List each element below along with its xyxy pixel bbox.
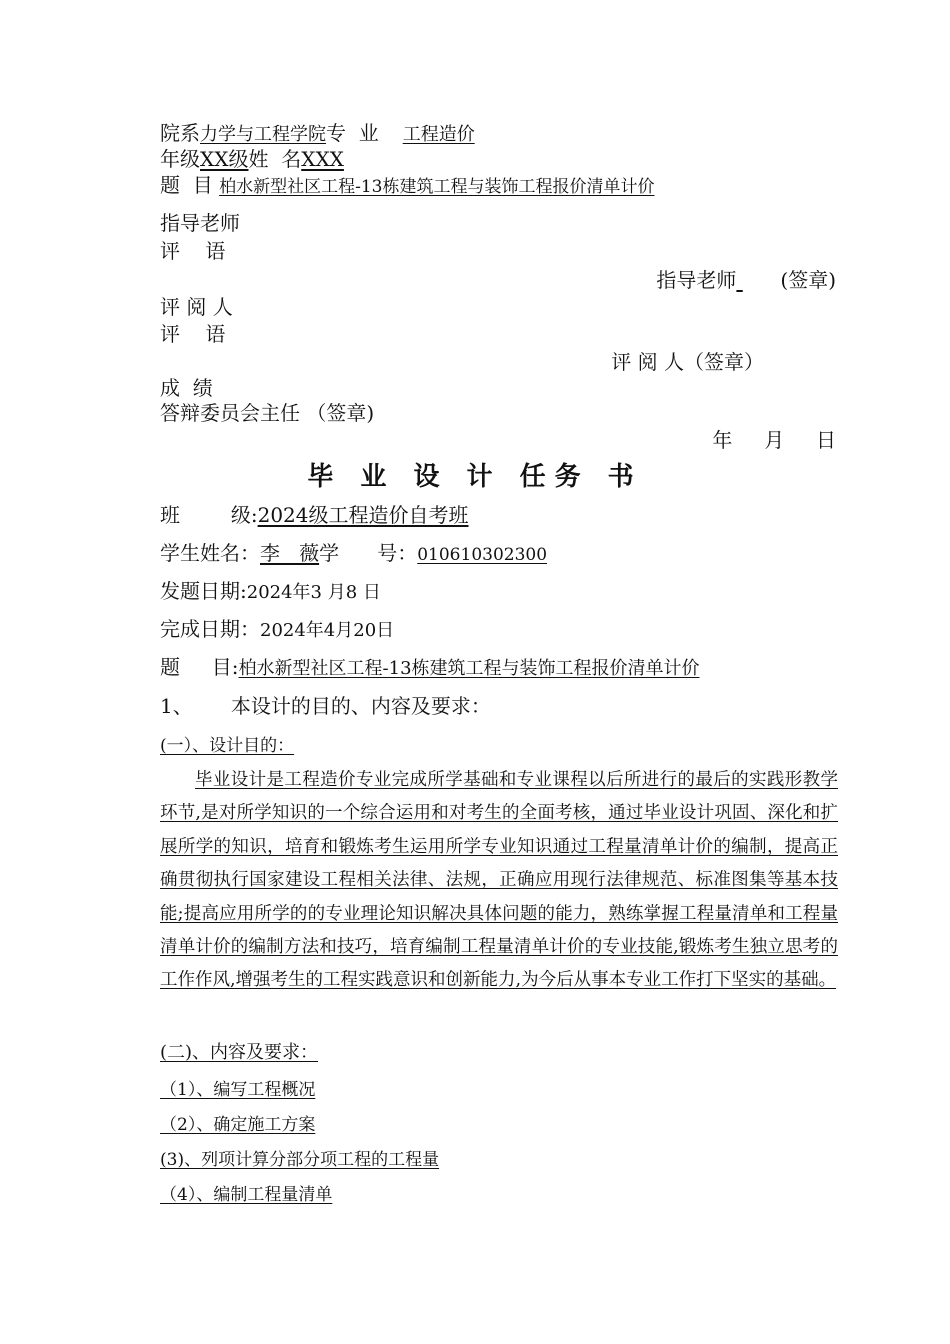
requirement-item-4: （4）、编制工程量清单	[160, 1185, 333, 1205]
grade-value: XX级	[200, 147, 249, 171]
name-value: XXX	[301, 147, 344, 171]
task-topic-value: 柏水新型社区工程-13栋建筑工程与装饰工程报价清单计价	[238, 658, 700, 679]
student-label: 学生姓名：	[160, 541, 260, 565]
date-placeholder: 年 月 日	[712, 428, 836, 452]
class-value: 2024级工程造价自考班	[257, 503, 469, 527]
advisor-sign-prefix: 指导老师	[656, 268, 737, 292]
advisor-label: 指导老师	[160, 211, 240, 235]
advisor-comment-label: 评 语	[160, 239, 226, 263]
task-topic-line	[160, 655, 700, 681]
reviewer-signature: 评 阅 人（签章）	[611, 350, 764, 374]
requirement-item-3: (3)、列项计算分部分项工程的工程量	[160, 1150, 440, 1170]
finish-date-line	[160, 617, 394, 643]
content-requirements-heading: (二)、内容及要求：	[160, 1042, 319, 1063]
dept-label: 院系	[160, 121, 200, 145]
finish-date-value: 2024年4月20日	[260, 620, 395, 641]
purpose-heading: (一）、设计目的：	[160, 736, 295, 756]
requirement-item-1: （1）、编写工程概况	[160, 1080, 316, 1100]
advisor-sign-blank	[736, 268, 780, 292]
major-value: 工程造价	[402, 124, 475, 145]
dept-major-line	[160, 121, 475, 147]
class-label: 班 级:	[160, 503, 258, 527]
grade-name-line	[160, 147, 344, 171]
score-label: 成 绩	[160, 376, 213, 400]
student-id-label: 学 号：	[319, 541, 418, 565]
advisor-signature-line	[656, 268, 836, 292]
cover-topic-label: 题 目	[160, 173, 213, 197]
reviewer-label: 评 阅 人	[160, 295, 233, 319]
committee-signature: 答辩委员会主任 （签章)	[160, 401, 375, 425]
major-label: 专 业	[326, 121, 379, 145]
requirement-item-2: （2）、确定施工方案	[160, 1115, 316, 1135]
purpose-paragraph: 毕业设计是工程造价专业完成所学基础和专业课程以后所进行的最后的实践形教学环节,是对所学知识的一个综合运用和对考生的全面考核，通过毕业设计巩固、深化和扩展所学的知识，培育和锻炼考生运用所学专业知识通过工程量清单计价的编制，提高正确贯彻执行国家建设工程相关法律、法规，正确应用现行法律规范、标准图集等基本技能;提高应用所学的的专业理论知识解决具体问题的能力，熟练掌握工程量清单和工程量清单计价的编制方法和技巧，培育编制工程量清单计价的专业技能,锻炼考生独立思考的工作作风,增强考生的工程实践意识和创新能力,为今后从事本专业工作打下坚实的基础。	[160, 770, 838, 991]
task-book-title: 毕 业 设 计 任务 书	[307, 462, 643, 492]
class-line	[160, 503, 469, 527]
task-topic-label: 题 目:	[160, 655, 239, 679]
issue-date-line	[160, 579, 381, 605]
cover-topic-value: 柏水新型社区工程-13栋建筑工程与装饰工程报价清单计价	[219, 177, 655, 197]
student-value: 李 薇	[260, 541, 320, 565]
advisor-sign-suffix: (签章)	[780, 268, 836, 292]
issue-date-value: 2024年3 月8 日	[246, 582, 381, 603]
reviewer-comment-label: 评 语	[160, 322, 226, 346]
issue-date-label: 发题日期:	[160, 579, 247, 603]
dept-value: 力学与工程学院	[200, 124, 326, 145]
finish-date-label: 完成日期：	[160, 617, 260, 641]
grade-label: 年级	[160, 147, 200, 171]
name-label: 姓 名	[248, 147, 302, 171]
student-id-value: 010610302300	[417, 545, 548, 565]
cover-topic-line	[160, 173, 700, 199]
student-line	[160, 541, 547, 567]
section-1-heading: 1、 本设计的目的、内容及要求：	[160, 694, 491, 718]
